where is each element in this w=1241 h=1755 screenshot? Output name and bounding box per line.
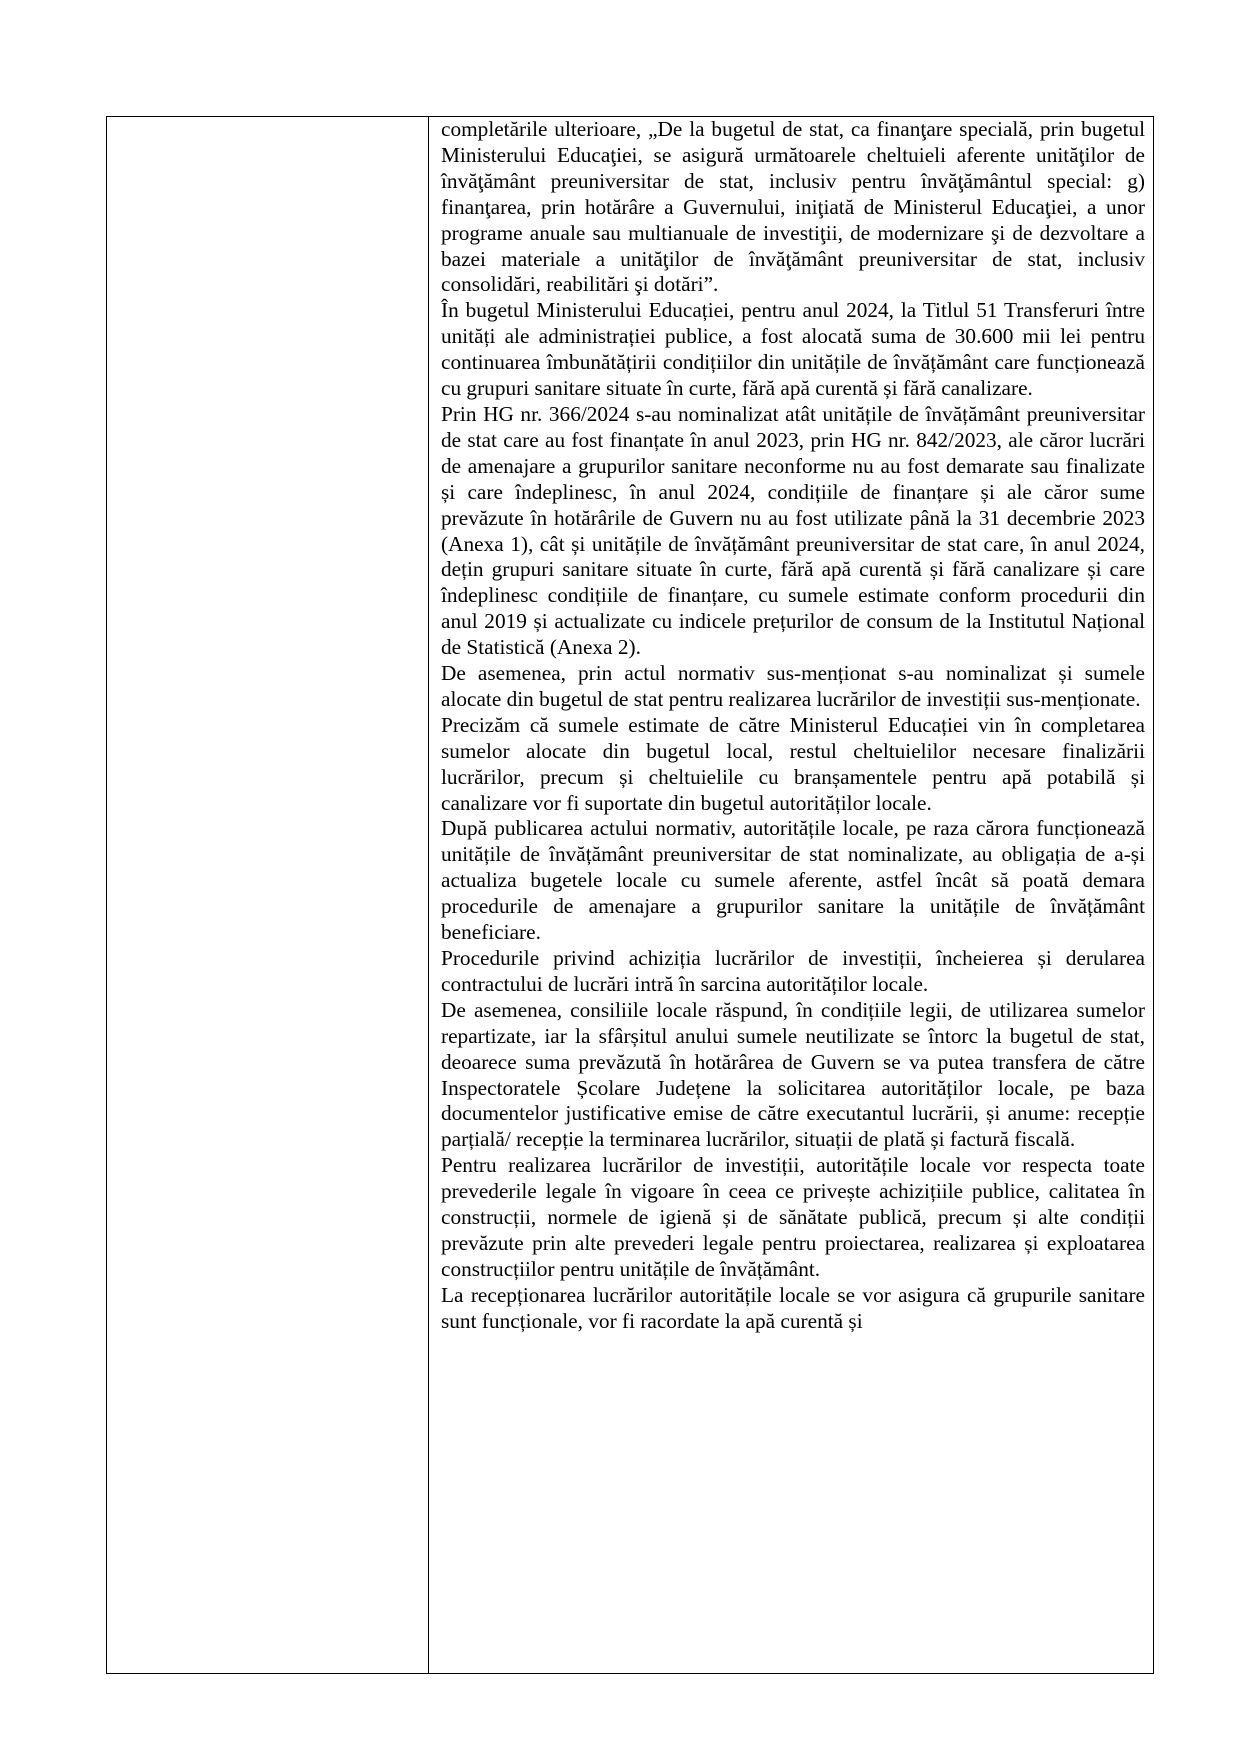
paragraph-8: De asemenea, consiliile locale răspund, în condițiile legii, de utilizarea sumelor repartizate, iar la sfârșitul anului sumele neutilizate se întorc la bugetul de stat, deoarece suma prevăzută în hotărârea de Guvern se va putea transfera de către Inspectoratele Școlare Județene la solicitarea autorităților locale, pe baza documentelor justificative emise de către executantul lucrării, și anume: recepție parțială/ recepție la terminarea lucrărilor, situații de plată și factură fiscală. <box>441 997 1145 1152</box>
paragraph-5: Precizăm că sumele estimate de către Ministerul Educației vin în completarea sumelor alocate din bugetul local, restul cheltuielilor necesare finalizării lucrărilor, precum și cheltuielile cu branșamentele pentru apă potabilă și canalizare vor fi suportate din bugetul autorităților locale. <box>441 712 1145 815</box>
paragraph-3: Prin HG nr. 366/2024 s-au nominalizat atât unitățile de învățământ preuniversitar de stat care au fost finanțate în anul 2023, prin HG nr. 842/2023, ale căror lucrări de amenajare a grupurilor sanitare neconforme nu au fost demarate sau finalizate și care îndeplinesc, în anul 2024, condițiile de finanțare și ale căror sume prevăzute în hotărârile de Guvern nu au fost utilizate până la 31 decembrie 2023 (Anexa 1), cât și unitățile de învățământ preuniversitar de stat care, în anul 2024, dețin grupuri sanitare situate în curte, fără apă curentă și fără canalizare și care îndeplinesc condițiile de finanțare, cu sumele estimate conform procedurii din anul 2019 și actualizate cu indicele prețurilor de consum de la Institutul Național de Statistică (Anexa 2). <box>441 401 1145 660</box>
right-cell <box>429 117 1153 1673</box>
paragraph-6: După publicarea actului normativ, autoritățile locale, pe raza cărora funcționează unitățile de învățământ preuniversitar de stat nominalizate, au obligația de a-și actualiza bugetele locale cu sumele aferente, astfel încât să poată demara procedurile de amenajare a grupurilor sanitare la unitățile de învățământ beneficiare. <box>441 816 1145 945</box>
paragraph-9: Pentru realizarea lucrărilor de investiții, autoritățile locale vor respecta toate prevederile legale în vigoare în ceea ce privește achizițiile publice, calitatea în construcții, normele de igienă și de sănătate publică, precum și alte condiții prevăzute prin alte prevederi legale pentru proiectarea, realizarea și exploatarea construcțiilor pentru unitățile de învățământ. <box>441 1153 1145 1281</box>
paragraph-10: La recepționarea lucrărilor autoritățile locale se vor asigura că grupurile sanitare sunt funcționale, vor fi racordate la apă curentă și <box>441 1282 1145 1333</box>
paragraph-1: completările ulterioare, „De la bugetul de stat, ca finanţare specială, prin bugetul Ministerului Educaţiei, se asigură următoarele cheltuieli aferente unităţilor de învăţământ preuniversitar de stat, inclusiv pentru învăţământul special: g) finanţarea, prin hotărâre a Guvernului, iniţiată de Ministerul Educaţiei, a unor programe anuale sau multianuale de investiţii, de modernizare şi de dezvoltare a bazei materiale a unităţilor de învăţământ preuniversitar de stat, inclusiv consolidări, reabilitări şi dotări”. <box>441 117 1145 297</box>
left-cell <box>107 117 429 1673</box>
paragraph-2: În bugetul Ministerului Educației, pentru anul 2024, la Titlul 51 Transferuri între unități ale administrației publice, a fost alocată suma de 30.600 mii lei pentru continuarea îmbunătățirii condițiilor din unitățile de învățământ care funcționează cu grupuri sanitare situate în curte, fără apă curentă și fără canalizare. <box>441 298 1145 401</box>
paragraph-4: De asemenea, prin actul normativ sus-menționat s-au nominalizat și sumele alocate din bugetul de stat pentru realizarea lucrărilor de investiții sus-menționate. <box>441 661 1145 711</box>
document-table <box>106 116 1154 1674</box>
paragraph-7: Procedurile privind achiziția lucrărilor de investiții, încheierea și derularea contractului de lucrări intră în sarcina autorităților locale. <box>441 946 1145 996</box>
